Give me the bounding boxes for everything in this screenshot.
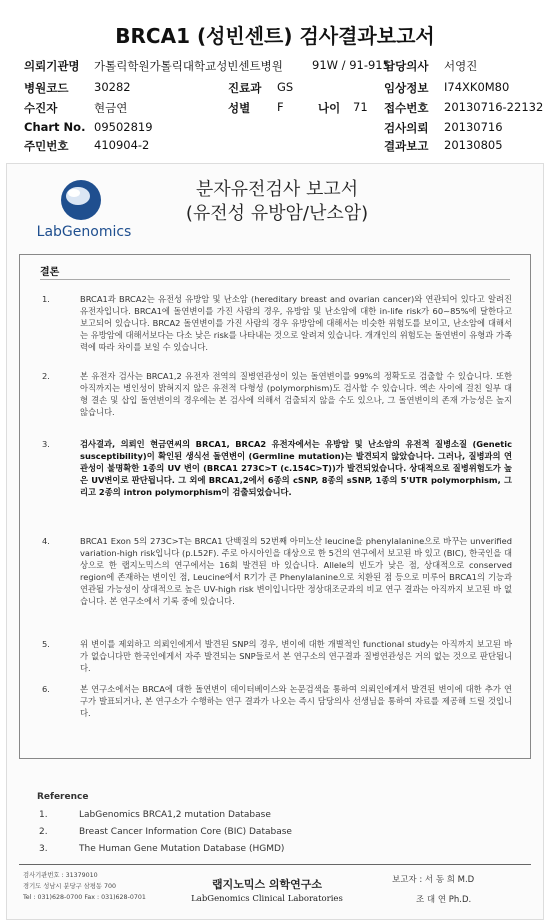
clinical-info-label: 임상정보 <box>384 81 429 95</box>
page-title: BRCA1 (성빈센트) 검사결과보고서 <box>115 24 435 48</box>
reference-item: 2. Breast Cancer Information Core (BIC) Database <box>39 827 292 837</box>
reference-section <box>37 792 292 861</box>
receipt-no-label: 접수번호 <box>384 101 429 115</box>
conclusion-item: 6. 본 연구소에서는 BRCA에 대한 돌연변이 데이터베이스와 논문검색을 통하여 의뢰인에게서 발견된 변이에 대한 추가 연구가 발표되거나, 본 연구소가 수행하는 연구 결과가 나오는 즉시 담당의사 선생님을 통하여 자료를 제공해 드릴 것입니다. <box>42 684 512 718</box>
conclusion-box <box>19 254 531 759</box>
conclusion-item: 4. BRCA1 Exon 5의 273C>T는 BRCA1 단백질의 52번째 아미노산 leucine을 phenylalanine으로 바꾸는 unverified variation-high risk입니다 (p.L52F). 주로 아시아인을 대상으로 한 5건의 연구에서 보고된 바 있고 (BIC), 한국인을 대상으로 한 랩지노믹스의 연구에서는 16회 발견된 바 있습니다. Allele의 빈도가 낮은 점, 상대적으로 conserved region에 존재하는 변이인 점, Leucine에서 R기가 큰 Phenylalanine으로 치환된 점 등으로 미루어 BRCA1의 기능과 연관될 가능성이 상대적으로 높은 UV-high risk 변이입니다만 정상대조군과의 비교 연구 결과는 아직까지 보고된 바 없습니다. 본 연구소에서 기록 중에 있습니다. <box>42 536 512 606</box>
age-value: 71 <box>353 100 368 114</box>
patient-label: 수진자 <box>24 101 58 115</box>
lab-address: 검사기관번호 : 31379010 경기도 성남시 분당구 삼평동 700 Tel : 031)628-0700 Fax : 031)628-0701 <box>23 872 146 901</box>
conclusion-item: 2. 본 유전자 검사는 BRCA1,2 유전자 전역의 질병연관성이 있는 돌연변이를 99%의 정확도로 검출할 수 있습니다. 또한 아직까지는 병인성이 밝혀지지 않은 유전적 다형성 (polymorphism)도 검사할 수 있습니다. 엑손 사이에 걸친 일부 대형 결손 및 삽입 돌연변이의 경우에는 본 검사에 의해서 검출되지 않을 수도 있으나, 그 돌연변이의 존재 가능성은 높지 않습니다. <box>42 371 512 417</box>
sex-value: F <box>277 100 284 114</box>
labgenomics-logo <box>29 176 139 246</box>
signatures: 보고자 : 서 동 희 M.D 조 대 연 Ph.D. <box>392 875 475 905</box>
conclusion-item: 5. 위 변이를 제외하고 의뢰인에게서 발견된 SNP의 경우, 변이에 대한 개별적인 functional study는 아직까지 보고된 바가 없습니다만 한국인에게서 자주 발견되는 SNP들로서 본 연구소의 연구결과 질병연관성은 거의 없는 것으로 판단됩니다. <box>42 639 512 673</box>
receipt-no-value: 20130716-22132 <box>444 100 544 114</box>
report-date-value: 20130805 <box>444 138 503 152</box>
patient-value: 현금연 <box>94 101 128 115</box>
lab-name: 랩지노믹스 의학연구소 LabGenomics Clinical Laboratories <box>191 878 343 904</box>
resident-no-value: 410904-2 <box>94 138 150 152</box>
logo-text: LabGenomics <box>36 224 132 240</box>
conclusion-item: 1. BRCA1과 BRCA2는 유전성 유방암 및 난소암 (hereditary breast and ovarian cancer)와 연관되어 있다고 알려진 유전자입니다. BRCA1에 돌연변이를 가진 사람의 경우, 유방암 및 난소암에 대한 in-life risk가 60~85%에 달한다고 보고되어 있습니다. BRCA2 돌연변이를 가진 사람의 경우 유방암에 대해서는 비슷한 위험도를 보이고, 난소암에 대해서는 유방암에 대해서보다는 다소 낮은 risk를 나타내는 것으로 알려져 있습니다. 개개인의 위험도는 돌연변이 유형과 가족력에 따라 차이를 보일 수 있습니다. <box>42 294 512 352</box>
reference-heading: Reference <box>37 792 89 802</box>
doctor-label: 담당의사 <box>384 59 429 73</box>
department-label: 진료과 <box>228 81 262 95</box>
hospital-code-value: 30282 <box>94 80 131 94</box>
clinical-info-value: I74XK0M80 <box>444 80 510 94</box>
conclusion-item: 3. 검사결과, 의뢰인 현금연씨의 BRCA1, BRCA2 유전자에서는 유방암 및 난소암의 유전적 질병소질 (Genetic susceptibility)이 확인된 생식선 돌연변이 (Germline mutation)는 발견되지 않았습니다. 그러나, 질병과의 연관성이 불명확한 1종의 UV 변이 (BRCA1 273C>T (c.154C>T))가 발견되었습니다. 상대적으로 질병위험도가 높은 UV변이로 판단됩니다. 그 외에 BRCA1,2에서 6종의 cSNP, 8종의 sSNP, 1종의 5'UTR polymorphism, 그리고 2종의 intron polymorphism이 검출되었습니다. <box>42 439 512 497</box>
request-date-label: 검사의뢰 <box>384 121 429 135</box>
sex-label: 성별 <box>228 101 251 115</box>
report-date-label: 결과보고 <box>384 139 429 153</box>
ward-value: 91W / 91-915 <box>312 58 390 72</box>
hospital-code-label: 병원코드 <box>24 81 69 95</box>
chart-no-value: 09502819 <box>94 120 153 134</box>
reference-item: 3. The Human Gene Mutation Database (HGMD) <box>39 844 285 854</box>
conclusion-heading: 결론 <box>40 267 60 278</box>
scanned-report <box>6 163 544 920</box>
report-title: 분자유전검사 보고서 (유전성 유방암/난소암) <box>185 179 369 224</box>
resident-no-label: 주민번호 <box>24 139 69 153</box>
footer-divider <box>19 864 531 865</box>
hospital-label: 의뢰기관명 <box>24 59 80 73</box>
age-label: 나이 <box>318 101 341 115</box>
request-date-value: 20130716 <box>444 120 503 134</box>
chart-no-label: Chart No. <box>24 120 86 134</box>
doctor-value: 서영진 <box>444 59 478 73</box>
reference-item: 1. LabGenomics BRCA1,2 mutation Database <box>39 810 271 820</box>
department-value: GS <box>277 80 294 94</box>
hospital-value: 가톨릭학원가톨릭대학교성빈센트병원 <box>94 59 283 73</box>
